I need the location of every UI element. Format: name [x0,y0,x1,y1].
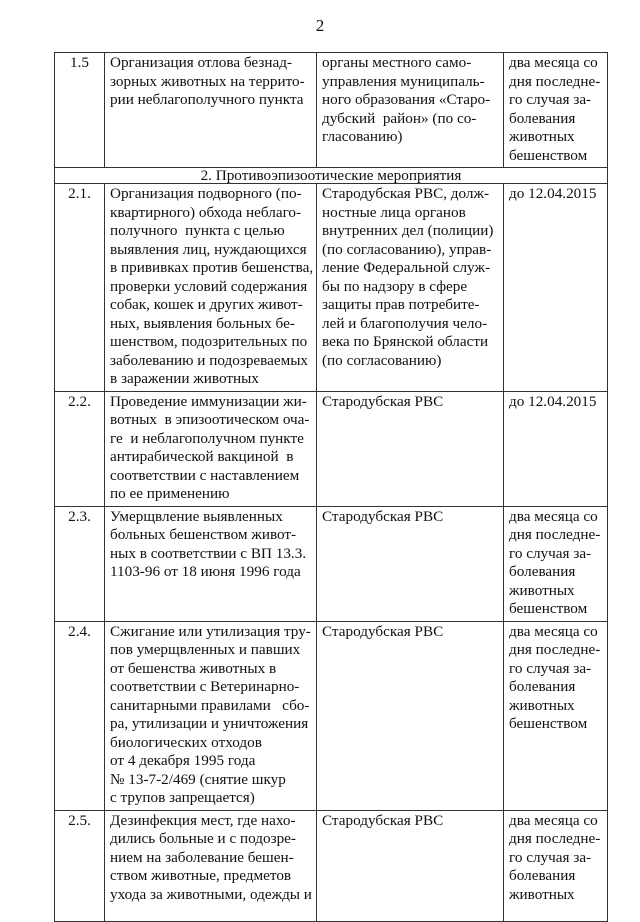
page-number: 2 [315,16,325,35]
deadline-line: дня последне- [509,526,601,543]
measures-table [54,52,608,922]
action-line: дились больные и с подозре- [110,830,296,847]
action-line: больных бешенством живот- [110,526,297,543]
deadline-cell [504,810,608,921]
deadline-line: бешенством [509,146,588,164]
action-line: № 13-7-2/469 (снятие шкур [110,770,286,788]
responsible-line: Стародубская РВС, долж- [322,185,490,202]
action-line: 1103-96 от 18 июня 1996 года [110,563,301,580]
responsible-cell [317,184,504,392]
deadline-cell [504,184,608,392]
responsible-line: ление Федеральной служ- [322,259,491,276]
deadline-cell [504,506,608,621]
deadline-line: животных [509,128,575,145]
table-row [55,184,608,392]
deadline-line: два месяца со [509,811,598,829]
deadline-cell [504,391,608,506]
action-line: нием на заболевание бешен- [110,848,294,866]
action-line: заболеванию и подозреваемых [110,351,309,369]
action-line: в прививках против бешенства, [110,259,314,276]
deadline-line: животных [509,885,575,903]
responsible-cell [317,810,504,921]
deadline-line: животных [509,581,575,599]
action-line: Организация подворного (по- [110,185,302,202]
deadline-line: болевания [509,563,576,580]
responsible-cell [317,53,504,168]
action-line: по ее применению [110,485,230,502]
responsible-line: ного образования «Старо- [322,91,491,108]
action-cell [105,391,317,506]
deadline-line: го случая за- [509,659,592,677]
deadline-line: дня последне- [509,641,601,658]
action-cell [105,184,317,392]
table-row [55,506,608,621]
action-line: вотных в эпизоотическом оча- [110,411,310,428]
action-line: проверки условий содержания [110,277,308,295]
action-line: пов умерщвленных и павших [110,641,301,658]
action-line: Умерщвление выявленных [110,507,283,525]
responsible-line: защиты прав потребите- [322,296,480,313]
responsible-cell [317,506,504,621]
deadline-line: два месяца со [509,622,598,640]
deadline-line: дня последне- [509,830,601,847]
deadline-line: два месяца со [509,507,598,525]
deadline-line: го случая за- [509,544,592,562]
deadline-line: животных [509,696,575,714]
responsible-line: Стародубская РВС [322,392,444,410]
action-line: соответствии с наставлением [110,466,300,484]
deadline-line: болевания [509,678,576,695]
table-row [55,621,608,810]
item-number: 1.5 [55,53,105,168]
table-row [55,810,608,921]
action-line: зорных животных на террито- [110,72,305,90]
item-number: 2.4. [55,621,105,810]
action-line: антирабической вакциной в [110,448,294,465]
deadline-line: болевания [509,867,576,884]
responsible-line: века по Брянской области [322,333,489,350]
item-number: 2.1. [55,184,105,392]
deadline-line: два месяца со [509,54,598,71]
item-number: 2.2. [55,391,105,506]
action-line: ухода за животными, одежды и [110,885,312,903]
deadline-line: дня последне- [509,72,601,90]
action-line: ра, утилизации и уничтожения [110,715,309,732]
action-cell [105,621,317,810]
responsible-cell [317,391,504,506]
responsible-line: управления муниципаль- [322,72,485,90]
responsible-line: дубский район» (по со- [322,109,477,127]
responsible-line: Стародубская РВС [322,622,444,640]
responsible-line: лей и благополучия чело- [322,314,488,332]
action-cell [105,810,317,921]
section-header-row [55,168,608,184]
action-line: ных, выявления больных бе- [110,314,295,332]
action-line: рии неблагополучного пункта [110,91,304,108]
responsible-line: внутренних дел (полиции) [322,222,494,239]
responsible-line: бы по надзору в сфере [322,277,468,295]
responsible-line: органы местного само- [322,54,472,71]
action-line: Дезинфекция мест, где нахо- [110,811,296,829]
responsible-line: гласованию) [322,128,403,145]
action-line: санитарными правилами сбо- [110,696,310,714]
action-line: ге и неблагополучном пункте [110,429,304,447]
deadline-line: до 12.04.2015 [509,392,597,410]
action-line: шенством, подозрительных по [110,333,308,350]
action-cell [105,53,317,168]
deadline-line: бешенством [509,600,588,617]
action-line: Организация отлова безнад- [110,54,293,71]
action-line: ством животные, предметов [110,867,292,884]
action-line: в заражении животных [110,370,259,387]
deadline-line: го случая за- [509,91,592,108]
deadline-line: бешенством [509,715,588,732]
action-line: Проведение иммунизации жи- [110,392,307,410]
responsible-line: Стародубская РВС [322,507,444,525]
action-line: выявления лиц, нуждающихся [110,240,307,258]
action-line: ных в соответствии с ВП 13.3. [110,544,307,562]
deadline-line: до 12.04.2015 [509,185,597,202]
action-line: от 4 декабря 1995 года [110,752,256,769]
action-line: получного пункта с целью [110,222,285,239]
action-cell [105,506,317,621]
responsible-line: (по согласованию), управ- [322,240,492,258]
responsible-line: Стародубская РВС [322,811,444,829]
item-number: 2.3. [55,506,105,621]
deadline-cell [504,53,608,168]
action-line: от бешенства животных в [110,659,277,677]
action-line: квартирного) обхода неблаго- [110,203,302,221]
action-line: биологических отходов [110,733,262,751]
action-line: Сжигание или утилизация тру- [110,622,311,640]
section-title: 2. Противоэпизоотические мероприятия [55,168,608,184]
action-line: собак, кошек и других живот- [110,296,303,313]
responsible-line: (по согласованию) [322,351,442,369]
deadline-line: го случая за- [509,848,592,866]
responsible-line: ностные лица органов [322,203,466,221]
item-number: 2.5. [55,810,105,921]
table-row [55,391,608,506]
action-line: с трупов запрещается) [110,789,255,806]
action-line: соответствии с Ветеринарно- [110,678,300,695]
responsible-cell [317,621,504,810]
table-row [55,53,608,168]
deadline-line: болевания [509,109,576,127]
deadline-cell [504,621,608,810]
